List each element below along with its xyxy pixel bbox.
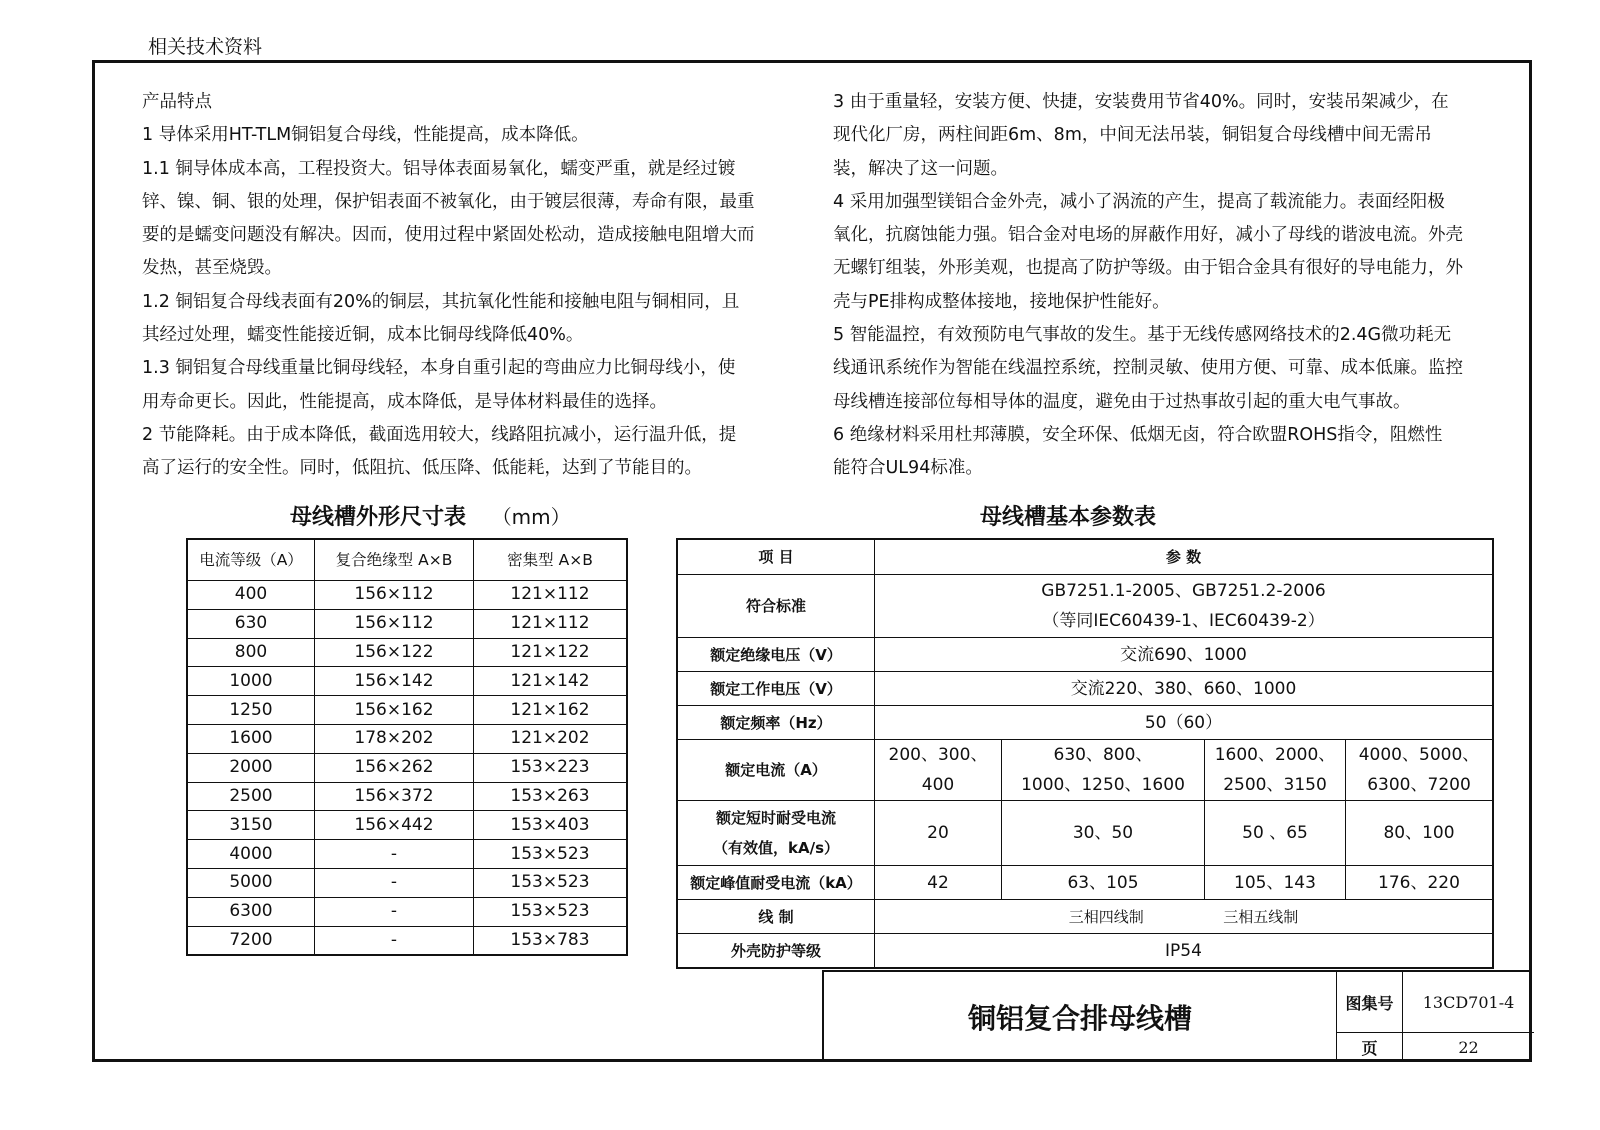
table-row xyxy=(187,840,627,869)
param-value: IP54 xyxy=(875,934,1494,969)
table-cell: 1000 xyxy=(187,667,315,696)
param-label: 额定电流（A） xyxy=(677,740,875,801)
dimension-table-title xyxy=(290,500,571,531)
param-value: 1000、1250、1600 xyxy=(1021,775,1185,795)
param-value: 200、300、 xyxy=(888,745,988,765)
intro-line: 产品特点 xyxy=(142,92,212,112)
param-value: 30、50 xyxy=(1002,801,1205,866)
param-header-item: 项 目 xyxy=(677,539,875,575)
table-cell: 6300 xyxy=(187,897,315,926)
param-label: 额定频率（Hz） xyxy=(677,706,875,740)
param-table-title: 母线槽基本参数表 xyxy=(980,505,1157,530)
table-cell: 121×142 xyxy=(474,667,628,696)
table-cell: 156×262 xyxy=(315,753,474,782)
table-cell: 156×112 xyxy=(315,581,474,610)
intro-line: 壳与PE排构成整体接地，接地保护性能好。 xyxy=(833,291,1170,312)
intro-line: 锌、镍、铜、银的处理，保护铝表面不被氧化，由于镀层很薄，寿命有限，最重 xyxy=(142,191,755,212)
table-cell: 2500 xyxy=(187,782,315,811)
param-value: 交流220、380、660、1000 xyxy=(875,672,1494,706)
table-cell: 156×372 xyxy=(315,782,474,811)
intro-line: 1 导体采用HT-TLM铜铝复合母线，性能提高，成本降低。 xyxy=(142,125,589,146)
param-value: 三相四线制 xyxy=(1068,907,1144,926)
table-cell: 153×523 xyxy=(474,868,628,897)
param-value: 42 xyxy=(875,866,1002,900)
table-cell: 121×122 xyxy=(474,638,628,667)
param-value: 630、800、 xyxy=(1053,745,1153,765)
drawing-title: 铜铝复合排母线槽 xyxy=(967,1002,1192,1035)
table-cell: 630 xyxy=(187,609,315,638)
param-value: 20 xyxy=(875,801,1002,866)
intro-line: 3 由于重量轻，安装方便、快捷，安装费用节省40%。同时，安装吊架减少，在 xyxy=(833,92,1449,112)
intro-right-column xyxy=(833,86,1498,486)
param-label: （有效值，kA/s） xyxy=(713,839,839,857)
param-value: 6300、7200 xyxy=(1367,775,1471,795)
table-row xyxy=(187,897,627,926)
intro-line: 1.1 铜导体成本高，工程投资大。铝导体表面易氧化，蠕变严重，就是经过镀 xyxy=(142,158,736,179)
intro-line: 1.2 铜铝复合母线表面有20%的铜层，其抗氧化性能和接触电阻与铜相同，且 xyxy=(142,291,740,312)
intro-line: 无螺钉组装，外形美观，也提高了防护等级。由于铝合金具有很好的导电能力，外 xyxy=(833,258,1463,279)
param-label: 额定峰值耐受电流（kA） xyxy=(677,866,875,900)
table-row xyxy=(187,926,627,955)
param-value: 4000、5000、 xyxy=(1358,745,1480,765)
table-row xyxy=(677,866,1493,900)
table-row xyxy=(187,696,627,725)
table-cell: 121×162 xyxy=(474,696,628,725)
intro-line: 氧化，抗腐蚀能力强。铝合金对电场的屏蔽作用好，减小了母线的谐波电流。外壳 xyxy=(833,225,1463,246)
table-row xyxy=(677,900,1493,934)
table-row xyxy=(187,609,627,638)
table-row xyxy=(187,753,627,782)
table-header-cell: 密集型 A×B xyxy=(474,539,628,581)
section-header-label: 相关技术资料 xyxy=(148,36,263,58)
table-cell: - xyxy=(315,868,474,897)
param-value: GB7251.1-2005、GB7251.2-2006 xyxy=(1041,581,1326,601)
intro-line: 4 采用加强型镁铝合金外壳，减小了涡流的产生，提高了载流能力。表面经阳极 xyxy=(833,191,1445,212)
intro-line: 5 智能温控，有效预防电气事故的发生。基于无线传感网络技术的2.4G微功耗无 xyxy=(833,325,1452,346)
intro-line: 其经过处理，蠕变性能接近铜，成本比铜母线降低40%。 xyxy=(142,325,584,346)
table-cell: 153×263 xyxy=(474,782,628,811)
intro-line: 要的是蠕变问题没有解决。因而，使用过程中紧固处松动，造成接触电阻增大而 xyxy=(142,225,755,246)
table-row xyxy=(187,782,627,811)
param-value: 80、100 xyxy=(1346,801,1494,866)
table-cell: - xyxy=(315,840,474,869)
param-value: 50 、65 xyxy=(1205,801,1346,866)
dimension-table-unit: （mm） xyxy=(491,505,571,529)
atlas-number-label: 图集号 xyxy=(1336,972,1402,1032)
param-label: 线 制 xyxy=(677,900,875,934)
table-cell: 121×112 xyxy=(474,609,628,638)
intro-line: 发热，甚至烧毁。 xyxy=(142,258,282,279)
param-value: 50（60） xyxy=(875,706,1494,740)
page-label: 页 xyxy=(1336,1032,1402,1062)
table-cell: 800 xyxy=(187,638,315,667)
table-cell: 400 xyxy=(187,581,315,610)
dimension-table-title-text: 母线槽外形尺寸表 xyxy=(290,505,467,530)
intro-line: 6 绝缘材料采用杜邦薄膜，安全环保、低烟无卤，符合欧盟ROHS指令，阻燃性 xyxy=(833,424,1443,445)
table-cell: 4000 xyxy=(187,840,315,869)
table-header-cell: 电流等级（A） xyxy=(187,539,315,581)
intro-line: 2 节能降耗。由于成本降低，截面选用较大，线路阻抗减小，运行温升低，提 xyxy=(142,424,737,445)
intro-line: 1.3 铜铝复合母线重量比铜母线轻，本身自重引起的弯曲应力比铜母线小，使 xyxy=(142,358,736,379)
table-cell: - xyxy=(315,897,474,926)
intro-line: 线通讯系统作为智能在线温控系统，控制灵敏、使用方便、可靠、成本低廉。监控 xyxy=(833,358,1463,379)
table-cell: 121×202 xyxy=(474,724,628,753)
table-row xyxy=(187,811,627,840)
table-row xyxy=(677,740,1493,801)
table-row xyxy=(677,575,1493,638)
table-row xyxy=(677,539,1493,575)
intro-left-column xyxy=(142,86,792,486)
table-header-cell: 复合绝缘型 A×B xyxy=(315,539,474,581)
atlas-number-value: 13CD701-4 xyxy=(1402,972,1534,1032)
table-cell: 1250 xyxy=(187,696,315,725)
table-row xyxy=(187,868,627,897)
param-value: 交流690、1000 xyxy=(875,638,1494,672)
table-row xyxy=(677,706,1493,740)
table-cell: 178×202 xyxy=(315,724,474,753)
param-label: 外壳防护等级 xyxy=(677,934,875,969)
table-row xyxy=(187,638,627,667)
table-cell: 156×122 xyxy=(315,638,474,667)
table-cell: 153×403 xyxy=(474,811,628,840)
table-row xyxy=(677,801,1493,866)
intro-line: 装，解决了这一问题。 xyxy=(833,158,1008,179)
param-label: 额定绝缘电压（V） xyxy=(677,638,875,672)
param-value: 1600、2000、 xyxy=(1214,745,1336,765)
param-label: 符合标准 xyxy=(677,575,875,638)
param-value: 176、220 xyxy=(1346,866,1494,900)
table-cell: 156×142 xyxy=(315,667,474,696)
intro-line: 现代化厂房，两柱间距6m、8m，中间无法吊装，铜铝复合母线槽中间无需吊 xyxy=(833,125,1432,146)
table-cell: 153×523 xyxy=(474,897,628,926)
table-cell: 153×523 xyxy=(474,840,628,869)
param-value: 400 xyxy=(921,775,955,795)
intro-line: 母线槽连接部位每相导体的温度，避免由于过热事故引起的重大电气事故。 xyxy=(833,391,1411,412)
table-cell: 153×783 xyxy=(474,926,628,955)
intro-line: 能符合UL94标准。 xyxy=(833,458,983,479)
table-cell: 156×442 xyxy=(315,811,474,840)
table-cell: 7200 xyxy=(187,926,315,955)
param-value: 三相五线制 xyxy=(1223,907,1299,926)
table-cell: 2000 xyxy=(187,753,315,782)
table-cell: 156×162 xyxy=(315,696,474,725)
param-table xyxy=(676,538,1494,969)
param-label: 额定短时耐受电流 xyxy=(715,809,836,827)
param-header-param: 参 数 xyxy=(875,539,1494,575)
table-header-row xyxy=(187,539,627,581)
param-value: （等同IEC60439-1、IEC60439-2） xyxy=(1042,611,1325,631)
table-cell: 153×223 xyxy=(474,753,628,782)
table-cell: 1600 xyxy=(187,724,315,753)
param-value: 2500、3150 xyxy=(1223,775,1327,795)
table-cell: - xyxy=(315,926,474,955)
table-cell: 5000 xyxy=(187,868,315,897)
title-block xyxy=(822,970,1532,1062)
table-row xyxy=(187,724,627,753)
table-cell: 3150 xyxy=(187,811,315,840)
param-value: 105、143 xyxy=(1205,866,1346,900)
title-block-grid xyxy=(1336,972,1534,1062)
table-row xyxy=(677,934,1493,969)
table-cell: 156×112 xyxy=(315,609,474,638)
intro-line: 用寿命更长。因此，性能提高，成本降低，是导体材料最佳的选择。 xyxy=(142,391,667,412)
intro-line: 高了运行的安全性。同时，低阻抗、低压降、低能耗，达到了节能目的。 xyxy=(142,458,702,479)
dimension-table xyxy=(186,538,628,956)
table-row xyxy=(677,638,1493,672)
page-number-value: 22 xyxy=(1402,1032,1534,1062)
table-row xyxy=(187,581,627,610)
param-value: 63、105 xyxy=(1002,866,1205,900)
param-label: 额定工作电压（V） xyxy=(677,672,875,706)
table-row xyxy=(677,672,1493,706)
table-cell: 121×112 xyxy=(474,581,628,610)
table-row xyxy=(187,667,627,696)
